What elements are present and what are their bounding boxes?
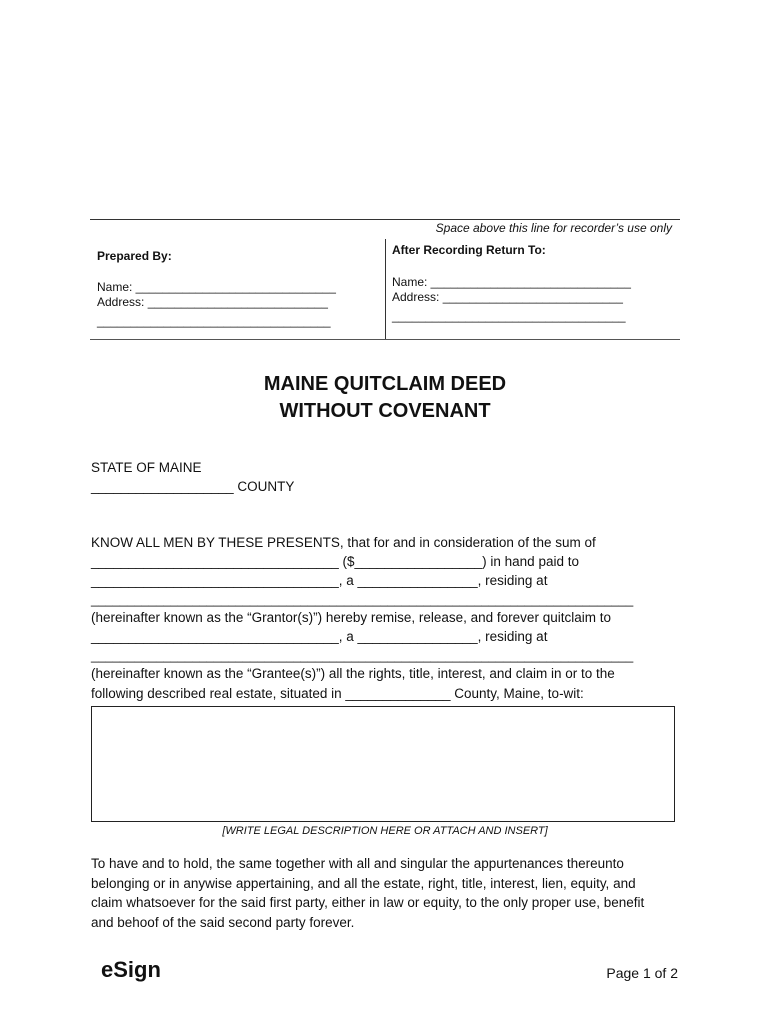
return-to-name-field[interactable]: Name: ______________________________ [392, 275, 631, 289]
state-label: STATE OF MAINE [91, 460, 202, 475]
consideration-field[interactable]: _________________________________ ($_________________) in hand paid to [91, 554, 579, 569]
document-title-line2: WITHOUT COVENANT [279, 400, 491, 422]
habendum-line: and behoof of the said second party forever. [91, 914, 355, 930]
habendum-line: To have and to hold, the same together with all and singular the appurtenances thereunto [91, 856, 624, 871]
prepared-by-name-field[interactable]: Name: ______________________________ [97, 280, 336, 294]
page-number: Page 1 of 2 [606, 965, 678, 981]
prepared-by-extra-field[interactable]: ___________________________________ [97, 314, 331, 328]
body-line: (hereinafter known as the “Grantee(s)”) all the rights, title, interest, and claim in or to the [91, 666, 615, 681]
grantor-address-field[interactable]: ___________________________________________________________________________ [91, 592, 634, 607]
return-to-address-field[interactable]: Address: ___________________________ [392, 290, 623, 304]
grantee-address-field[interactable]: ___________________________________________________________________________ [91, 648, 634, 663]
grantee-field[interactable]: _________________________________, a ________________, residing at [91, 629, 548, 644]
column-divider [385, 239, 386, 339]
document-title-line1: MAINE QUITCLAIM DEED [263, 373, 507, 395]
habendum-line: belonging or in anywise appertaining, and all the estate, right, title, interest, lien, equity, and [91, 875, 636, 891]
legal-description-caption: [WRITE LEGAL DESCRIPTION HERE OR ATTACH AND INSERT] [222, 825, 548, 837]
block-bottom-line [90, 339, 680, 340]
recorder-line [90, 219, 680, 220]
body-line: KNOW ALL MEN BY THESE PRESENTS, that for and in consideration of the sum of [91, 535, 596, 550]
property-county-field[interactable]: following described real estate, situated in ______________ County, Maine, to-wit: [91, 686, 584, 701]
county-field[interactable]: ___________________ COUNTY [91, 479, 295, 494]
prepared-by-address-field[interactable]: Address: ___________________________ [97, 295, 328, 309]
prepared-by-label: Prepared By: [97, 249, 172, 263]
legal-description-box[interactable] [91, 706, 675, 822]
return-to-label: After Recording Return To: [392, 243, 546, 257]
return-to-extra-field[interactable]: ___________________________________ [392, 309, 626, 323]
body-line: (hereinafter known as the “Grantor(s)”) hereby remise, release, and forever quitclaim to [91, 610, 611, 625]
esign-logo: eSign [101, 957, 161, 982]
habendum-paragraph [91, 854, 681, 932]
grantor-field[interactable]: _________________________________, a ________________, residing at [91, 573, 548, 588]
habendum-line: claim whatsoever for the said first party, either in law or equity, to the only proper use, benefit [91, 895, 645, 910]
recorder-note: Space above this line for recorder’s use only [435, 221, 672, 235]
